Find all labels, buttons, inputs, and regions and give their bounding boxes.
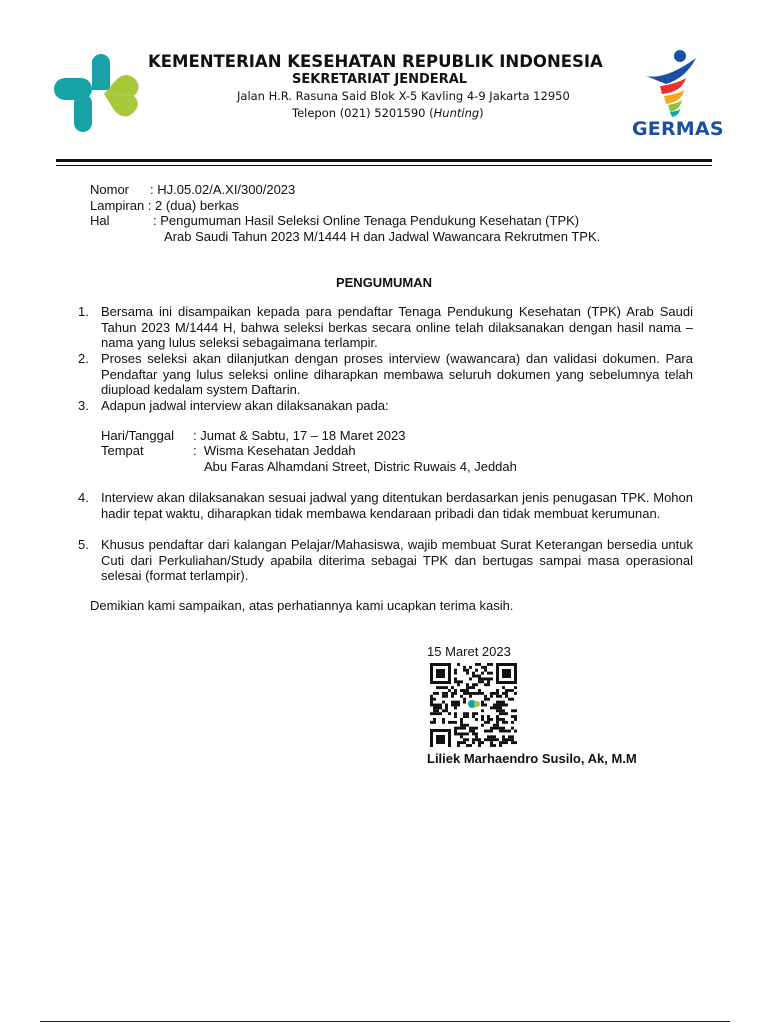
ministry-address: Jalan H.R. Rasuna Said Blok X-5 Kavling 4-9 Jakarta 12950 [237, 89, 570, 103]
letter-date: 15 Maret 2023 [427, 644, 511, 659]
ministry-name: KEMENTERIAN KESEHATAN REPUBLIK INDONESIA [148, 52, 603, 71]
item-number: 4. [78, 490, 89, 505]
nomor-value: : HJ.05.02/A.XI/300/2023 [150, 182, 296, 197]
nomor-label: Nomor [90, 182, 130, 197]
phone-suffix: ) [479, 106, 484, 120]
item-number: 5. [78, 537, 89, 552]
lampiran-value: : 2 (dua) berkas [147, 198, 239, 213]
hal-value-continued: Arab Saudi Tahun 2023 M/1444 H dan Jadwal Wawancara Rekrutmen TPK. [164, 229, 601, 244]
lampiran-label: Lampiran [90, 198, 145, 213]
meta-lampiran [90, 198, 239, 214]
closing-text: Demikian kami sampaikan, atas perhatiannya kami ucapkan terima kasih. [90, 598, 514, 613]
schedule-place-value: : Wisma Kesehatan Jeddah [193, 443, 356, 458]
ministry-logo-icon [52, 50, 142, 136]
header-rule-thin [56, 165, 712, 166]
hal-value: : Pengumuman Hasil Seleksi Online Tenaga Pendukung Kesehatan (TPK) [153, 213, 580, 228]
footer-rule [40, 1021, 730, 1022]
germas-figure-icon [626, 48, 722, 118]
schedule-place-address: Abu Faras Alhamdani Street, Distric Ruwais 4, Jeddah [204, 459, 517, 474]
germas-logo [626, 48, 722, 144]
secretariat-name: SEKRETARIAT JENDERAL [292, 72, 468, 87]
ministry-phone [292, 106, 484, 120]
header-rule-thick [56, 159, 712, 162]
meta-hal [90, 213, 579, 229]
item-text: Interview akan dilaksanakan sesuai jadwal yang ditentukan berdasarkan jenis penugasan TPK. Mohon hadir tepat waktu, diharapkan tidak membawa kendaraan pribadi dan tidak membuat kerumunan. [101, 490, 693, 521]
document-title: PENGUMUMAN [335, 275, 433, 290]
item-number: 1. [78, 304, 89, 319]
item-text: Khusus pendaftar dari kalangan Pelajar/Mahasiswa, wajib membuat Surat Keterangan bersedia untuk Cuti dari Perkuliahan/Study apabila diterima sebagai TPK dan bertugas sampai masa operasional selesai (format terlampir). [101, 537, 693, 583]
schedule-date-value: : Jumat & Sabtu, 17 – 18 Maret 2023 [193, 428, 406, 443]
meta-nomor [90, 182, 295, 198]
item-number: 3. [78, 398, 89, 413]
germas-label: GERMAS [632, 118, 724, 140]
schedule-place-label: Tempat [101, 443, 144, 458]
hal-label: Hal [90, 213, 110, 228]
item-text: Adapun jadwal interview akan dilaksanakan pada: [101, 398, 389, 413]
signer-name: Liliek Marhaendro Susilo, Ak, M.M [427, 751, 637, 766]
item-text: Proses seleksi akan dilanjutkan dengan proses interview (wawancara) dan validasi dokumen. Para Pendaftar yang lulus seleksi online diharapkan membawa seluruh dokumen yang sebelumnya telah diupload kedalam system Daftarin. [101, 351, 693, 397]
qr-code-icon [430, 663, 518, 747]
schedule-date-label: Hari/Tanggal [101, 428, 174, 443]
phone-number: Telepon (021) 5201590 ( [292, 106, 434, 120]
phone-hunting: Hunting [433, 106, 480, 120]
item-text: Bersama ini disampaikan kepada para pendaftar Tenaga Pendukung Kesehatan (TPK) Arab Saudi Tahun 2023 M/1444 H, bahwa seleksi berkas secara online telah dilaksanakan dengan hasil nama – nama yang lulus seleksi sebagaimana terlampir. [101, 304, 693, 350]
item-number: 2. [78, 351, 89, 366]
